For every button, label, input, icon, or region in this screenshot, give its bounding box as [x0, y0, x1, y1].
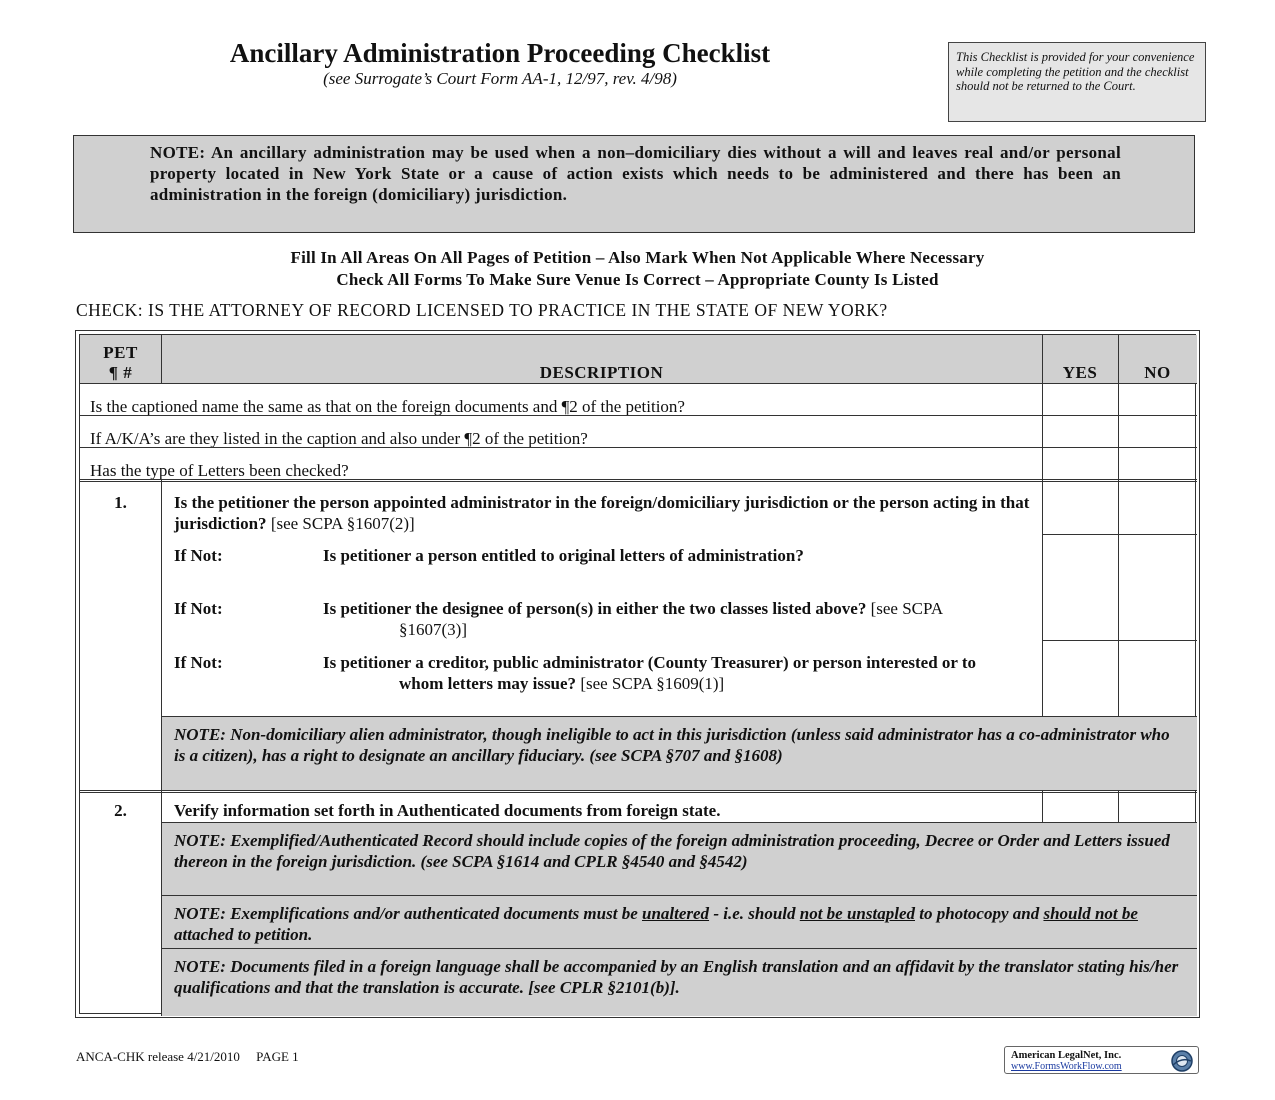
table-row: Is the captioned name the same as that on the foreign documents and ¶2 of the petition? [90, 397, 685, 416]
yes-checkbox-row-1[interactable] [1042, 383, 1118, 415]
note-2-underline-2: not be unstapled [799, 904, 915, 923]
note-2-part-a: NOTE: Exemplifications and/or authenticated documents must be [174, 904, 642, 923]
logo-url-link[interactable]: www.FormsWorkFlow.com [1011, 1061, 1122, 1072]
no-checkbox-row-1[interactable] [1118, 383, 1197, 415]
grid-line [80, 479, 1197, 482]
grid-line [1042, 335, 1043, 716]
section-2-note-2 [174, 903, 1184, 945]
grid-line [161, 479, 162, 1016]
note-2-part-d: attached to petition. [174, 925, 313, 944]
logo-company-name: American LegalNet, Inc. [1011, 1050, 1122, 1061]
page-subtitle: (see Surrogate’s Court Form AA-1, 12/97, rev. 4/98) [323, 69, 677, 88]
section-1-note: NOTE: Non-domiciliary alien administrator, though ineligible to act in this jurisdiction (unless said administrator has a co-administrator who is a citizen), has a right to designate an ancillary fiduciary. (see SCPA §707 and §1608) [174, 725, 1170, 765]
section-1-sub-3 [323, 652, 1023, 694]
col-no-header: NO [1144, 363, 1171, 382]
american-legalnet-logo[interactable] [1004, 1046, 1199, 1074]
instruction-line-1: Fill In All Areas On All Pages of Petition – Also Mark When Not Applicable Where Necessary [290, 248, 985, 267]
disclaimer-box: This Checklist is provided for your convenience while completing the petition and the checklist should not be returned to the Court. [948, 42, 1206, 122]
col-pet-label: PET [103, 343, 138, 362]
no-checkbox-1-sub[interactable] [1118, 534, 1197, 640]
table-row: Has the type of Letters been checked? [90, 461, 349, 480]
note-2-part-c: to photocopy and [915, 904, 1044, 923]
grid-line [161, 948, 1197, 949]
grid-line [1042, 534, 1197, 535]
yes-checkbox-row-2[interactable] [1042, 415, 1118, 447]
section-2-question: Verify information set forth in Authenticated documents from foreign state. [174, 801, 721, 820]
no-checkbox-1-sub-3[interactable] [1118, 640, 1197, 716]
col-desc-header: DESCRIPTION [539, 363, 664, 382]
grid-line [80, 415, 1197, 416]
section-1-question [174, 492, 1034, 534]
section-1-question-text: Is the petitioner the person appointed administrator in the foreign/domiciliary jurisdiction or the person acting in that jurisdiction? [174, 493, 1030, 533]
release-footer: ANCA-CHK release 4/21/2010 PAGE 1 [76, 1049, 299, 1064]
grid-line [80, 383, 1197, 384]
section-2-note-1: NOTE: Exemplified/Authenticated Record should include copies of the foreign administration proceeding, Decree or Order and Letters issued thereon in the foreign jurisdiction. (see SCPA §1614 and CPLR §4540 and §4542) [174, 831, 1170, 871]
section-1-number: 1. [114, 493, 127, 512]
col-yes-header: YES [1062, 363, 1098, 382]
section-2-note-3: NOTE: Documents filed in a foreign language shall be accompanied by an English translation and an affidavit by the translator stating his/her qualifications and that the translation is accurate. [see CPLR §2101(b)]. [174, 957, 1179, 997]
note-2-underline-3: should not be [1043, 904, 1138, 923]
grid-line [1042, 790, 1043, 822]
grid-line [161, 716, 1197, 717]
globe-icon [1170, 1049, 1194, 1073]
grid-line [161, 895, 1197, 896]
section-1-sub-2-text: Is petitioner the designee of person(s) in either the two classes listed above? [323, 599, 867, 618]
grid-line [1118, 790, 1119, 822]
grid-line [161, 335, 162, 383]
grid-line [161, 822, 1197, 823]
grid-line [80, 790, 1197, 793]
grid-line [1042, 640, 1197, 641]
if-not-label: If Not: [174, 653, 223, 672]
section-1-question-ref: [see SCPA §1607(2)] [266, 514, 415, 533]
checklist-table [75, 330, 1200, 1018]
col-pet-header [80, 343, 161, 383]
note-2-part-b: - i.e. should [709, 904, 800, 923]
section-1-sub-2 [323, 598, 973, 640]
no-checkbox-2[interactable] [1118, 793, 1197, 822]
yes-checkbox-1-sub-3[interactable] [1042, 640, 1118, 716]
col-pet-para: ¶ # [108, 363, 133, 382]
if-not-label: If Not: [174, 546, 223, 565]
section-1-sub-1: Is petitioner a person entitled to original letters of administration? [323, 546, 804, 565]
yes-checkbox-2[interactable] [1042, 793, 1118, 822]
attorney-check: CHECK: IS THE ATTORNEY OF RECORD LICENSED TO PRACTICE IN THE STATE OF NEW YORK? [76, 300, 888, 320]
section-2-number: 2. [114, 801, 127, 820]
no-checkbox-1[interactable] [1118, 482, 1197, 534]
note-2-underline-1: unaltered [642, 904, 710, 923]
section-1-sub-3-text: Is petitioner a creditor, public administrator (County Treasurer) or person interested or to whom letters may issue? [323, 653, 977, 693]
table-row: If A/K/A’s are they listed in the caption and also under ¶2 of the petition? [90, 429, 588, 448]
yes-checkbox-1-sub[interactable] [1042, 534, 1118, 640]
section-1-sub-2-ref: [see SCPA §1607(3)] [399, 599, 943, 639]
if-not-label: If Not: [174, 599, 223, 618]
intro-note: NOTE: An ancillary administration may be used when a non–domiciliary dies without a will and leaves real and/or personal property located in New York State or a cause of action exists which needs to be administered and there has been an administration in the foreign (domiciliary) jurisdiction. [73, 135, 1195, 233]
yes-checkbox-row-3[interactable] [1042, 447, 1118, 479]
section-1-sub-3-ref: [see SCPA §1609(1)] [576, 674, 725, 693]
grid-line [80, 447, 1197, 448]
page-title: Ancillary Administration Proceeding Checklist [229, 38, 771, 68]
yes-checkbox-1[interactable] [1042, 482, 1118, 534]
grid-line [1118, 335, 1119, 716]
no-checkbox-row-2[interactable] [1118, 415, 1197, 447]
no-checkbox-row-3[interactable] [1118, 447, 1197, 479]
instruction-line-2: Check All Forms To Make Sure Venue Is Correct – Appropriate County Is Listed [336, 270, 939, 289]
